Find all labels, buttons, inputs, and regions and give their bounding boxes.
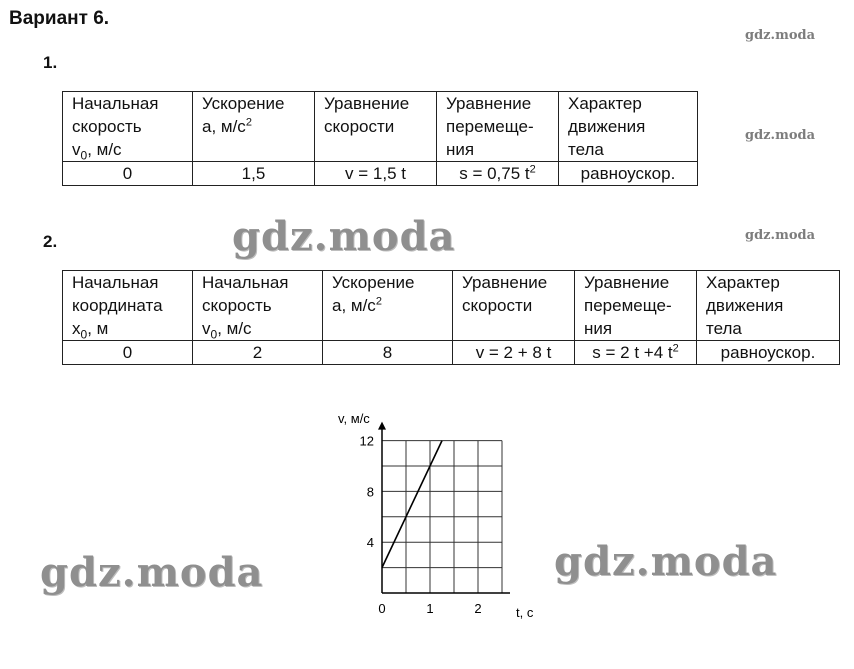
- header-cell: Ускорение а, $м/с^2$: [193, 92, 315, 162]
- header-cell: Уравнение перемеще- ния: [575, 271, 697, 341]
- header-cell: Начальная координата $x_0$, м: [63, 271, 193, 341]
- chart-series: [382, 441, 442, 568]
- chart-ticks: [360, 434, 482, 616]
- header-cell: Начальная скорость $v_0$, м/с: [193, 271, 323, 341]
- header-text: $x_0$, м: [72, 319, 109, 342]
- header-cell: Уравнение перемеще- ния: [437, 92, 559, 162]
- table-header-row: [63, 271, 840, 341]
- y-tick-label: 8: [366, 484, 374, 500]
- table-cell: v = 1,5 t: [315, 162, 437, 186]
- table-cell: 8: [323, 341, 453, 365]
- table-cell: 1,5: [193, 162, 315, 186]
- header-cell: Уравнение скорости: [453, 271, 575, 341]
- chart-grid: [382, 441, 502, 593]
- watermark: gdz.moda: [554, 538, 778, 585]
- watermark: gdz.moda: [40, 549, 264, 596]
- task-number: 2.: [43, 232, 58, 251]
- watermark: gdz.moda: [745, 128, 816, 143]
- table-cell: 0: [63, 162, 193, 186]
- table-cell: 2: [193, 341, 323, 365]
- header-cell: Ускорение а, $м/с^2$: [323, 271, 453, 341]
- y-axis-arrow: [378, 422, 386, 430]
- series-line: [382, 441, 442, 568]
- y-axis-label: v, м/с: [338, 411, 370, 426]
- page-title: Вариант 6.: [9, 8, 110, 29]
- y-tick-label: 4: [366, 535, 374, 551]
- table-cell: s = 0,75 $t^2$: [437, 162, 559, 186]
- table-cell: 0: [63, 341, 193, 365]
- header-cell: Уравнение скорости: [315, 92, 437, 162]
- table-cell: равноускор.: [559, 162, 698, 186]
- y-tick-label: 12: [359, 433, 374, 449]
- task-number: 1.: [43, 53, 58, 72]
- header-text: а, $м/с^2$: [202, 116, 252, 136]
- table-header-row: [63, 92, 698, 162]
- table-row: [63, 341, 840, 365]
- task2-table: [62, 270, 840, 365]
- watermark: gdz.moda: [232, 213, 456, 260]
- table-cell: v = 2 + 8 t: [453, 341, 575, 365]
- header-cell: Характер движения тела: [559, 92, 698, 162]
- header-text: $v_0$, м/с: [202, 319, 252, 342]
- header-text: $v_0$, м/с: [72, 140, 122, 163]
- watermark: gdz.moda: [745, 228, 816, 243]
- header-cell: Характер движения тела: [697, 271, 840, 341]
- x-tick-label: 1: [426, 601, 434, 616]
- x-tick-label: 2: [474, 601, 482, 616]
- velocity-time-graph: [320, 400, 560, 630]
- header-cell: Начальная скорость $v_0$, м/с: [63, 92, 193, 162]
- x-axis-label: t, с: [516, 605, 534, 620]
- header-text: а, $м/с^2$: [332, 295, 382, 315]
- table-row: [63, 162, 698, 186]
- task1-table: [62, 91, 698, 186]
- table-cell: равноускор.: [697, 341, 840, 365]
- watermark: gdz.moda: [745, 28, 816, 43]
- x-tick-label: 0: [378, 601, 386, 616]
- table-cell: s = 2 t +4 $t^2$: [575, 341, 697, 365]
